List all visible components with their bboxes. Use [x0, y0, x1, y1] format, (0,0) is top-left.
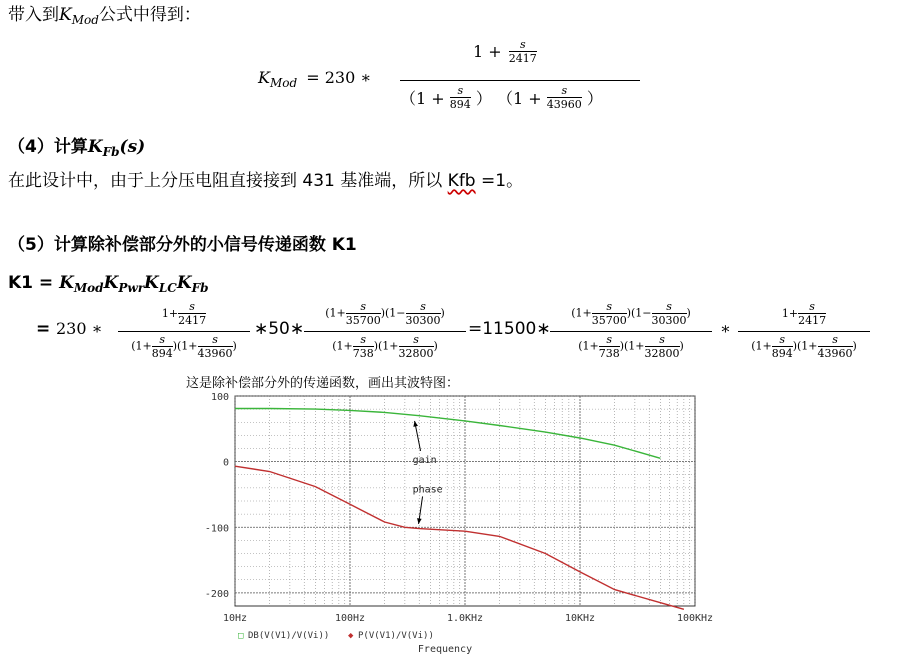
lp: ( — [332, 339, 337, 353]
k1-frac-b-num — [304, 300, 466, 327]
frac-num: s — [159, 333, 166, 346]
lp: ( — [797, 339, 802, 353]
one-minus: 1− — [635, 306, 652, 320]
intro-k-sub: Mod — [71, 13, 99, 27]
lp: ( — [631, 306, 636, 320]
frac-den: 738 — [598, 347, 620, 360]
k1-frac-a-bar — [118, 331, 250, 332]
one-plus: 1+ — [582, 339, 599, 353]
x-tick-label: 10KHz — [564, 613, 596, 624]
section-4-body — [8, 170, 523, 192]
rp: ) — [792, 339, 797, 353]
frac-den: 30300 — [651, 314, 687, 327]
y-tick-label: -200 — [204, 588, 229, 600]
den-close-2: ） — [586, 89, 603, 108]
k1-sub-pwr: Pwr — [118, 281, 145, 295]
chart-annotations — [413, 421, 443, 524]
kmod-lhs: K — [258, 68, 270, 87]
kmod-equals: = 230 ∗ — [306, 68, 372, 87]
frac-num: s — [659, 333, 665, 346]
phase-arrow-head — [417, 518, 422, 524]
y-tick-label: 100 — [210, 392, 229, 403]
rp: ) — [626, 306, 631, 320]
one-plus: 1+ — [382, 339, 399, 353]
frac-den: 32800 — [398, 347, 434, 360]
k1-star-50: ∗50∗ — [254, 319, 305, 339]
one-plus: 1+ — [628, 339, 645, 353]
legend-marker: ◆ — [348, 631, 354, 641]
legend-label: P(V(V1)/V(Vi)) — [358, 631, 434, 641]
one-plus: 1+ — [755, 339, 772, 353]
kmod-equation — [258, 32, 648, 124]
rp: ) — [380, 306, 385, 320]
k1-k-1: K — [59, 273, 74, 293]
section-4-title: （4）计算 — [8, 137, 88, 157]
frac-num: s — [606, 333, 613, 346]
lp: ( — [378, 339, 383, 353]
k1-k-4: K — [176, 273, 192, 293]
frac-num: s — [519, 38, 526, 51]
k1-eq-sign: = — [36, 319, 51, 339]
frac-den: 30300 — [405, 314, 441, 327]
frac-den: 43960 — [546, 98, 582, 111]
rp: ) — [679, 339, 684, 353]
k1-sub-fb: Fb — [191, 281, 209, 295]
frac-num: s — [666, 300, 672, 313]
chart-grid — [235, 396, 695, 606]
rp: ) — [440, 306, 445, 320]
chart-axes — [205, 392, 713, 655]
lp: ( — [177, 339, 182, 353]
y-tick-label: -100 — [204, 523, 229, 535]
k1-frac-d-num — [738, 300, 870, 327]
annotation-label: phase — [412, 484, 443, 496]
k1-lhs: K1 = — [8, 273, 60, 293]
x-tick-label: 1.0KHz — [446, 613, 484, 624]
frac-num: s — [779, 333, 786, 346]
legend-label: DB(V(V1)/V(Vi)) — [248, 631, 330, 641]
bode-plot — [180, 388, 714, 660]
one-plus: 1+ — [801, 339, 818, 353]
frac-den: 894 — [449, 98, 471, 111]
chart-caption: 这是除补偿部分外的传递函数，画出其波特图： — [186, 376, 460, 391]
frac-den: 894 — [151, 347, 173, 360]
intro-tail: 公式中得到： — [98, 5, 201, 25]
one-plus: 1+ — [161, 307, 179, 320]
frac-num: s — [413, 333, 419, 346]
lp: ( — [325, 306, 330, 320]
rp: ) — [433, 339, 438, 353]
k1-equation — [36, 300, 896, 362]
lp: ( — [385, 306, 390, 320]
one-plus: 1+ — [781, 307, 799, 320]
frac-den: 43960 — [197, 347, 233, 360]
one-plus: 1+ — [575, 306, 592, 320]
k1-sub-lc: LC — [158, 281, 177, 295]
kmod-num-frac — [509, 38, 537, 65]
k1-frac-a-num — [118, 300, 250, 327]
frac-num: s — [360, 333, 367, 346]
section-4-heading — [8, 136, 145, 163]
section-4-arg: (s) — [119, 137, 146, 157]
frac-den: 32800 — [644, 347, 680, 360]
intro-k: K — [59, 5, 72, 25]
intro-line — [8, 4, 201, 31]
gain-arrow-head — [413, 421, 418, 427]
kmod-denominator — [400, 84, 603, 111]
y-tick-label: 0 — [222, 457, 229, 469]
frac-num: s — [212, 333, 218, 346]
rp: ) — [172, 339, 177, 353]
frac-den: 894 — [771, 347, 793, 360]
section-4-var: K — [87, 137, 103, 157]
x-tick-label: 100KHz — [676, 613, 714, 624]
frac-den: 2417 — [798, 314, 827, 327]
section-4-var-sub: Fb — [102, 145, 120, 159]
rp: ) — [619, 339, 624, 353]
k1-frac-d-bar — [738, 331, 870, 332]
k1-eq-11500: =11500∗ — [468, 319, 551, 339]
x-tick-label: 100Hz — [334, 613, 366, 624]
rp: ) — [852, 339, 857, 353]
k1-frac-a-den — [118, 333, 250, 360]
frac-den: 35700 — [591, 314, 627, 327]
lp: ( — [131, 339, 136, 353]
k1-frac-c-num — [550, 300, 712, 327]
frac-num: s — [561, 84, 568, 97]
frac-den: 2417 — [508, 52, 537, 65]
frac-num: s — [809, 300, 815, 313]
den-open-1: （1 + — [400, 89, 445, 108]
x-axis-label: Frequency — [417, 644, 473, 655]
frac-den: 2417 — [178, 314, 207, 327]
lp: ( — [751, 339, 756, 353]
k1-frac-d-den — [738, 333, 870, 360]
k1-k-3: K — [144, 273, 159, 293]
intro-text: 带入到 — [8, 5, 59, 25]
kfb-term: Kfb — [447, 171, 476, 191]
one-plus: 1+ — [329, 306, 346, 320]
chart-legend — [238, 631, 434, 641]
k1-frac-c-den — [550, 333, 712, 360]
frac-den: 43960 — [817, 347, 853, 360]
frac-num: s — [832, 333, 838, 346]
one-plus: 1+ — [181, 339, 198, 353]
k1-star: ∗ — [720, 319, 731, 338]
section-5-heading: （5）计算除补偿部分外的小信号传递函数 K1 — [8, 235, 357, 255]
k1-frac-c-bar — [550, 331, 712, 332]
k1-k-2: K — [103, 273, 119, 293]
k1-definition — [8, 272, 209, 299]
den-open-2: （1 + — [496, 89, 542, 108]
lp: ( — [571, 306, 576, 320]
annotation-label: gain — [412, 454, 437, 466]
frac-s-2417 — [178, 300, 206, 327]
den-frac-1 — [450, 84, 471, 111]
one-plus: 1+ — [135, 339, 152, 353]
frac-num: s — [360, 300, 367, 313]
k1-sub-mod: Mod — [73, 281, 104, 295]
lp: ( — [578, 339, 583, 353]
den-frac-2 — [547, 84, 582, 111]
den-close-1: ） — [475, 89, 492, 108]
series-line-gain — [235, 409, 660, 459]
x-tick-label: 10Hz — [222, 613, 248, 624]
rp: ) — [686, 306, 691, 320]
frac-num: s — [420, 300, 426, 313]
k1-const-230: 230 ∗ — [56, 319, 103, 338]
rp: ) — [373, 339, 378, 353]
rp: ) — [232, 339, 237, 353]
frac-num: s — [606, 300, 613, 313]
one-minus: 1− — [389, 306, 406, 320]
frac-den: 35700 — [345, 314, 381, 327]
one-plus: 1+ — [336, 339, 353, 353]
section-4-text: 在此设计中，由于上分压电阻直接接到 431 基准端，所以 — [8, 171, 448, 191]
lp: ( — [624, 339, 629, 353]
kmod-numerator — [473, 38, 537, 65]
legend-marker: □ — [238, 631, 244, 641]
kmod-lhs-sub: Mod — [269, 76, 298, 90]
frac-num: s — [457, 84, 464, 97]
section-4-tail: =1。 — [475, 171, 524, 191]
frac-num: s — [189, 300, 195, 313]
k1-frac-b-den — [304, 333, 466, 360]
k1-frac-b-bar — [304, 331, 466, 332]
kmod-num-text: 1 + — [473, 42, 502, 61]
kmod-fraction-bar — [400, 80, 640, 81]
frac-den: 738 — [352, 347, 374, 360]
